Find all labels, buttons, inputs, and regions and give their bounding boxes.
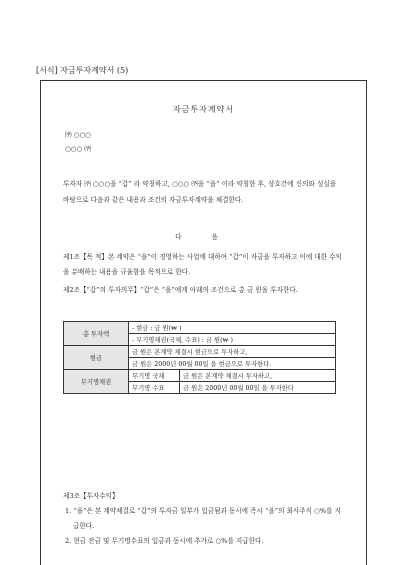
bond-label: 무기명채권 (64, 370, 129, 394)
table-row (64, 346, 336, 358)
cash-term-2: 금 원은 2000년 00월 00일 을 현금으로 투자한다. (129, 358, 336, 370)
cash-label: 현금 (64, 346, 129, 370)
investment-terms-table (63, 321, 336, 394)
table-row (64, 322, 336, 334)
contract-frame (40, 80, 367, 565)
party-investor: ㈜ ○○○ (65, 131, 91, 139)
article-3-item-2: 2. 현금 잔금 및 무기명수표의 입금과 동시에 추가로 ○%를 지급한다. (65, 537, 264, 545)
cash-term-1: 금 원은 본계약 체결시 현금으로 투자하고, (129, 346, 336, 358)
intro-paragraph: 투자자 ㈜ ○○○을 “갑” 라 약칭하고, ○○○ ㈜을 “을” 이라 약칭한 후, 상호간에 신의와 성실을 바탕으로 다음과 같은 내용과 조건의 자금투자계약을 체결한다. (63, 180, 337, 204)
bond-check-term: 금 원은 2000년 00월 00일 을 투자한다 (180, 382, 336, 394)
contract-title: 자금투자계약서 (172, 105, 235, 114)
bond-national-term: 금 원은 본계약 체결시 투자하고, (180, 370, 336, 382)
article-3-item-1: 1. “을”은 본 계약체결로 “갑”의 투자금 일부가 입금됨과 동시에 즉시 “을”의 최사주식 ○%를 지급한다. (65, 507, 341, 530)
total-investment-label: 총 투자액 (64, 322, 129, 346)
bond-check-label: 무기명 수표 (129, 382, 180, 394)
article-3 (63, 489, 344, 549)
form-label: [서식] 자금투자계약서 (5) (36, 66, 129, 75)
section-heading: 다 음 (175, 233, 232, 241)
cash-amount-line: - 현금 : 금 원(₩ ) (129, 322, 336, 334)
bond-national-label: 무기명 국채 (129, 370, 180, 382)
article-3-title: 제3조【투자수익】 (63, 492, 119, 500)
party-company: ○○○ ㈜ (65, 145, 91, 153)
article-1: 제1조【목 적】본 계약은 “을”이 경영하는 사업에 대하여 “갑”이 자금을 투자하고 이에 대한 수익을 분배하는 내용을 규율함을 목적으로 한다. (63, 253, 342, 276)
article-2: 제2조【“갑”의 투자의무】“갑”은 “을”에게 아래의 조건으로 총 금 원을 투자한다. (63, 286, 298, 294)
bond-amount-line: - 무기명채권(국채, 수표) : 금 원(₩ ) (129, 334, 336, 346)
table-row (64, 370, 336, 382)
